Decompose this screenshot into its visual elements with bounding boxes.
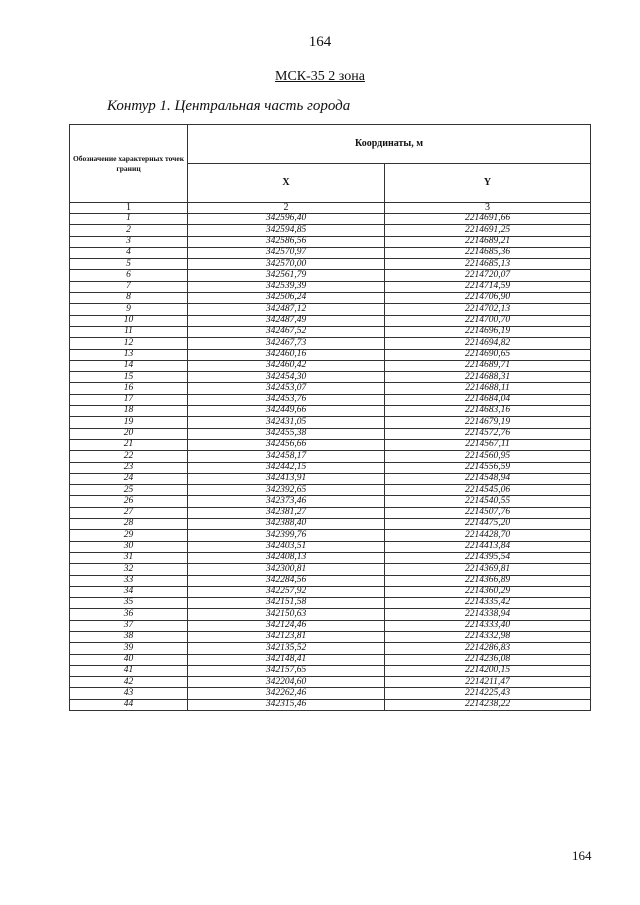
x-coordinate-cell: 342388,40 [188,519,385,530]
y-coordinate-cell: 2214556,59 [385,462,591,473]
x-coordinate-cell: 342570,97 [188,247,385,258]
point-id-cell: 29 [70,530,188,541]
y-coordinate-cell: 2214369,81 [385,564,591,575]
y-coordinate-cell: 2214545,06 [385,485,591,496]
coordinate-system-title-text: МСК-35 2 зона [275,69,365,84]
point-id-cell: 24 [70,473,188,484]
x-coordinate-cell: 342150,63 [188,609,385,620]
point-id-cell: 34 [70,586,188,597]
x-coordinate-cell: 342151,58 [188,598,385,609]
point-id-cell: 16 [70,383,188,394]
table-body [70,214,591,711]
point-id-cell: 20 [70,428,188,439]
x-coordinate-cell: 342458,17 [188,451,385,462]
column-number: 2 [188,203,385,214]
table-row [70,406,591,417]
y-coordinate-cell: 2214696,19 [385,326,591,337]
x-coordinate-cell: 342594,85 [188,225,385,236]
table-row [70,485,591,496]
y-coordinate-cell: 2214691,25 [385,225,591,236]
table-row [70,281,591,292]
point-id-cell: 5 [70,259,188,270]
point-id-cell: 28 [70,519,188,530]
x-coordinate-cell: 342453,76 [188,394,385,405]
y-coordinate-cell: 2214366,89 [385,575,591,586]
table-row [70,259,591,270]
point-id-cell: 4 [70,247,188,258]
table-row [70,564,591,575]
y-coordinate-cell: 2214286,83 [385,643,591,654]
y-coordinate-cell: 2214200,15 [385,665,591,676]
coordinates-table [69,124,591,711]
y-coordinate-cell: 2214236,08 [385,654,591,665]
x-coordinate-cell: 342455,38 [188,428,385,439]
x-coordinate-cell: 342453,07 [188,383,385,394]
point-id-cell: 11 [70,326,188,337]
point-id-cell: 44 [70,699,188,710]
y-coordinate-cell: 2214507,76 [385,507,591,518]
y-coordinate-cell: 2214548,94 [385,473,591,484]
y-coordinate-cell: 2214714,59 [385,281,591,292]
x-coordinate-cell: 342135,52 [188,643,385,654]
x-coordinate-cell: 342381,27 [188,507,385,518]
y-coordinate-cell: 2214475,20 [385,519,591,530]
point-id-cell: 27 [70,507,188,518]
y-coordinate-cell: 2214684,04 [385,394,591,405]
point-id-cell: 33 [70,575,188,586]
x-coordinate-cell: 342204,60 [188,677,385,688]
table-row [70,575,591,586]
table-row [70,631,591,642]
point-id-cell: 2 [70,225,188,236]
table-row [70,699,591,710]
y-coordinate-cell: 2214335,42 [385,598,591,609]
table-row [70,236,591,247]
header-coordinates: Координаты, м [188,125,591,164]
y-coordinate-cell: 2214685,13 [385,259,591,270]
table-row [70,609,591,620]
x-coordinate-cell: 342392,65 [188,485,385,496]
page-number-bottom: 164 [572,848,592,863]
y-coordinate-cell: 2214679,19 [385,417,591,428]
point-id-cell: 38 [70,631,188,642]
table-row [70,598,591,609]
table-row [70,473,591,484]
table-row [70,654,591,665]
y-coordinate-cell: 2214720,07 [385,270,591,281]
point-id-cell: 1 [70,214,188,225]
y-coordinate-cell: 2214683,16 [385,406,591,417]
table-row [70,315,591,326]
y-coordinate-cell: 2214688,11 [385,383,591,394]
x-coordinate-cell: 342399,76 [188,530,385,541]
column-number: 3 [385,203,591,214]
x-coordinate-cell: 342467,52 [188,326,385,337]
table-row [70,620,591,631]
x-coordinate-cell: 342300,81 [188,564,385,575]
x-coordinate-cell: 342561,79 [188,270,385,281]
column-number-row [70,203,591,214]
point-id-cell: 39 [70,643,188,654]
point-id-cell: 19 [70,417,188,428]
table-row [70,439,591,450]
y-coordinate-cell: 2214694,82 [385,338,591,349]
y-coordinate-cell: 2214428,70 [385,530,591,541]
x-coordinate-cell: 342442,15 [188,462,385,473]
table-row [70,541,591,552]
table-row [70,451,591,462]
column-number: 1 [70,203,188,214]
y-coordinate-cell: 2214690,65 [385,349,591,360]
point-id-cell: 36 [70,609,188,620]
x-coordinate-cell: 342467,73 [188,338,385,349]
y-coordinate-cell: 2214689,21 [385,236,591,247]
table-row [70,586,591,597]
y-coordinate-cell: 2214702,13 [385,304,591,315]
x-coordinate-cell: 342539,39 [188,281,385,292]
y-coordinate-cell: 2214211,47 [385,677,591,688]
table-row [70,372,591,383]
table-row [70,394,591,405]
table-row [70,530,591,541]
y-coordinate-cell: 2214225,43 [385,688,591,699]
table-row [70,225,591,236]
point-id-cell: 37 [70,620,188,631]
x-coordinate-cell: 342456,66 [188,439,385,450]
point-id-cell: 42 [70,677,188,688]
table-row [70,665,591,676]
table-row [70,677,591,688]
x-coordinate-cell: 342373,46 [188,496,385,507]
point-id-cell: 6 [70,270,188,281]
table-row [70,643,591,654]
point-id-cell: 13 [70,349,188,360]
point-id-cell: 35 [70,598,188,609]
point-id-cell: 43 [70,688,188,699]
header-x: X [188,164,385,203]
y-coordinate-cell: 2214567,11 [385,439,591,450]
header-points: Обозначение характерных точек границ [70,125,188,203]
y-coordinate-cell: 2214395,54 [385,552,591,563]
table-row [70,270,591,281]
point-id-cell: 30 [70,541,188,552]
x-coordinate-cell: 342431,05 [188,417,385,428]
y-coordinate-cell: 2214540,55 [385,496,591,507]
table-row [70,428,591,439]
x-coordinate-cell: 342262,46 [188,688,385,699]
x-coordinate-cell: 342570,00 [188,259,385,270]
x-coordinate-cell: 342408,13 [188,552,385,563]
table-row [70,349,591,360]
table-row [70,552,591,563]
point-id-cell: 18 [70,406,188,417]
point-id-cell: 15 [70,372,188,383]
x-coordinate-cell: 342257,92 [188,586,385,597]
page-number-top: 164 [308,34,332,50]
x-coordinate-cell: 342148,41 [188,654,385,665]
point-id-cell: 40 [70,654,188,665]
table-row [70,383,591,394]
point-id-cell: 14 [70,360,188,371]
point-id-cell: 32 [70,564,188,575]
header-y: Y [385,164,591,203]
table-row [70,507,591,518]
x-coordinate-cell: 342315,46 [188,699,385,710]
x-coordinate-cell: 342460,42 [188,360,385,371]
point-id-cell: 31 [70,552,188,563]
table-row [70,519,591,530]
y-coordinate-cell: 2214685,36 [385,247,591,258]
x-coordinate-cell: 342123,81 [188,631,385,642]
table-row [70,688,591,699]
x-coordinate-cell: 342413,91 [188,473,385,484]
y-coordinate-cell: 2214689,71 [385,360,591,371]
x-coordinate-cell: 342124,46 [188,620,385,631]
point-id-cell: 10 [70,315,188,326]
table-row [70,338,591,349]
y-coordinate-cell: 2214700,70 [385,315,591,326]
x-coordinate-cell: 342403,51 [188,541,385,552]
x-coordinate-cell: 342487,49 [188,315,385,326]
y-coordinate-cell: 2214691,66 [385,214,591,225]
table-row [70,462,591,473]
table-row [70,247,591,258]
coordinate-system-title [0,69,640,85]
table-row [70,417,591,428]
x-coordinate-cell: 342460,16 [188,349,385,360]
table-row [70,496,591,507]
table-row [70,304,591,315]
point-id-cell: 26 [70,496,188,507]
y-coordinate-cell: 2214706,90 [385,293,591,304]
x-coordinate-cell: 342596,40 [188,214,385,225]
y-coordinate-cell: 2214688,31 [385,372,591,383]
point-id-cell: 25 [70,485,188,496]
y-coordinate-cell: 2214332,98 [385,631,591,642]
point-id-cell: 41 [70,665,188,676]
y-coordinate-cell: 2214413,84 [385,541,591,552]
point-id-cell: 8 [70,293,188,304]
y-coordinate-cell: 2214238,22 [385,699,591,710]
y-coordinate-cell: 2214560,95 [385,451,591,462]
x-coordinate-cell: 342487,12 [188,304,385,315]
table-row [70,360,591,371]
y-coordinate-cell: 2214572,76 [385,428,591,439]
y-coordinate-cell: 2214338,94 [385,609,591,620]
point-id-cell: 17 [70,394,188,405]
x-coordinate-cell: 342506,24 [188,293,385,304]
point-id-cell: 7 [70,281,188,292]
point-id-cell: 9 [70,304,188,315]
x-coordinate-cell: 342157,65 [188,665,385,676]
table-row [70,293,591,304]
x-coordinate-cell: 342454,30 [188,372,385,383]
contour-title: Контур 1. Центральная часть города [107,98,351,114]
x-coordinate-cell: 342586,56 [188,236,385,247]
point-id-cell: 12 [70,338,188,349]
table-row [70,214,591,225]
point-id-cell: 3 [70,236,188,247]
point-id-cell: 21 [70,439,188,450]
y-coordinate-cell: 2214360,29 [385,586,591,597]
x-coordinate-cell: 342449,66 [188,406,385,417]
point-id-cell: 22 [70,451,188,462]
y-coordinate-cell: 2214333,40 [385,620,591,631]
point-id-cell: 23 [70,462,188,473]
x-coordinate-cell: 342284,56 [188,575,385,586]
table-row [70,326,591,337]
